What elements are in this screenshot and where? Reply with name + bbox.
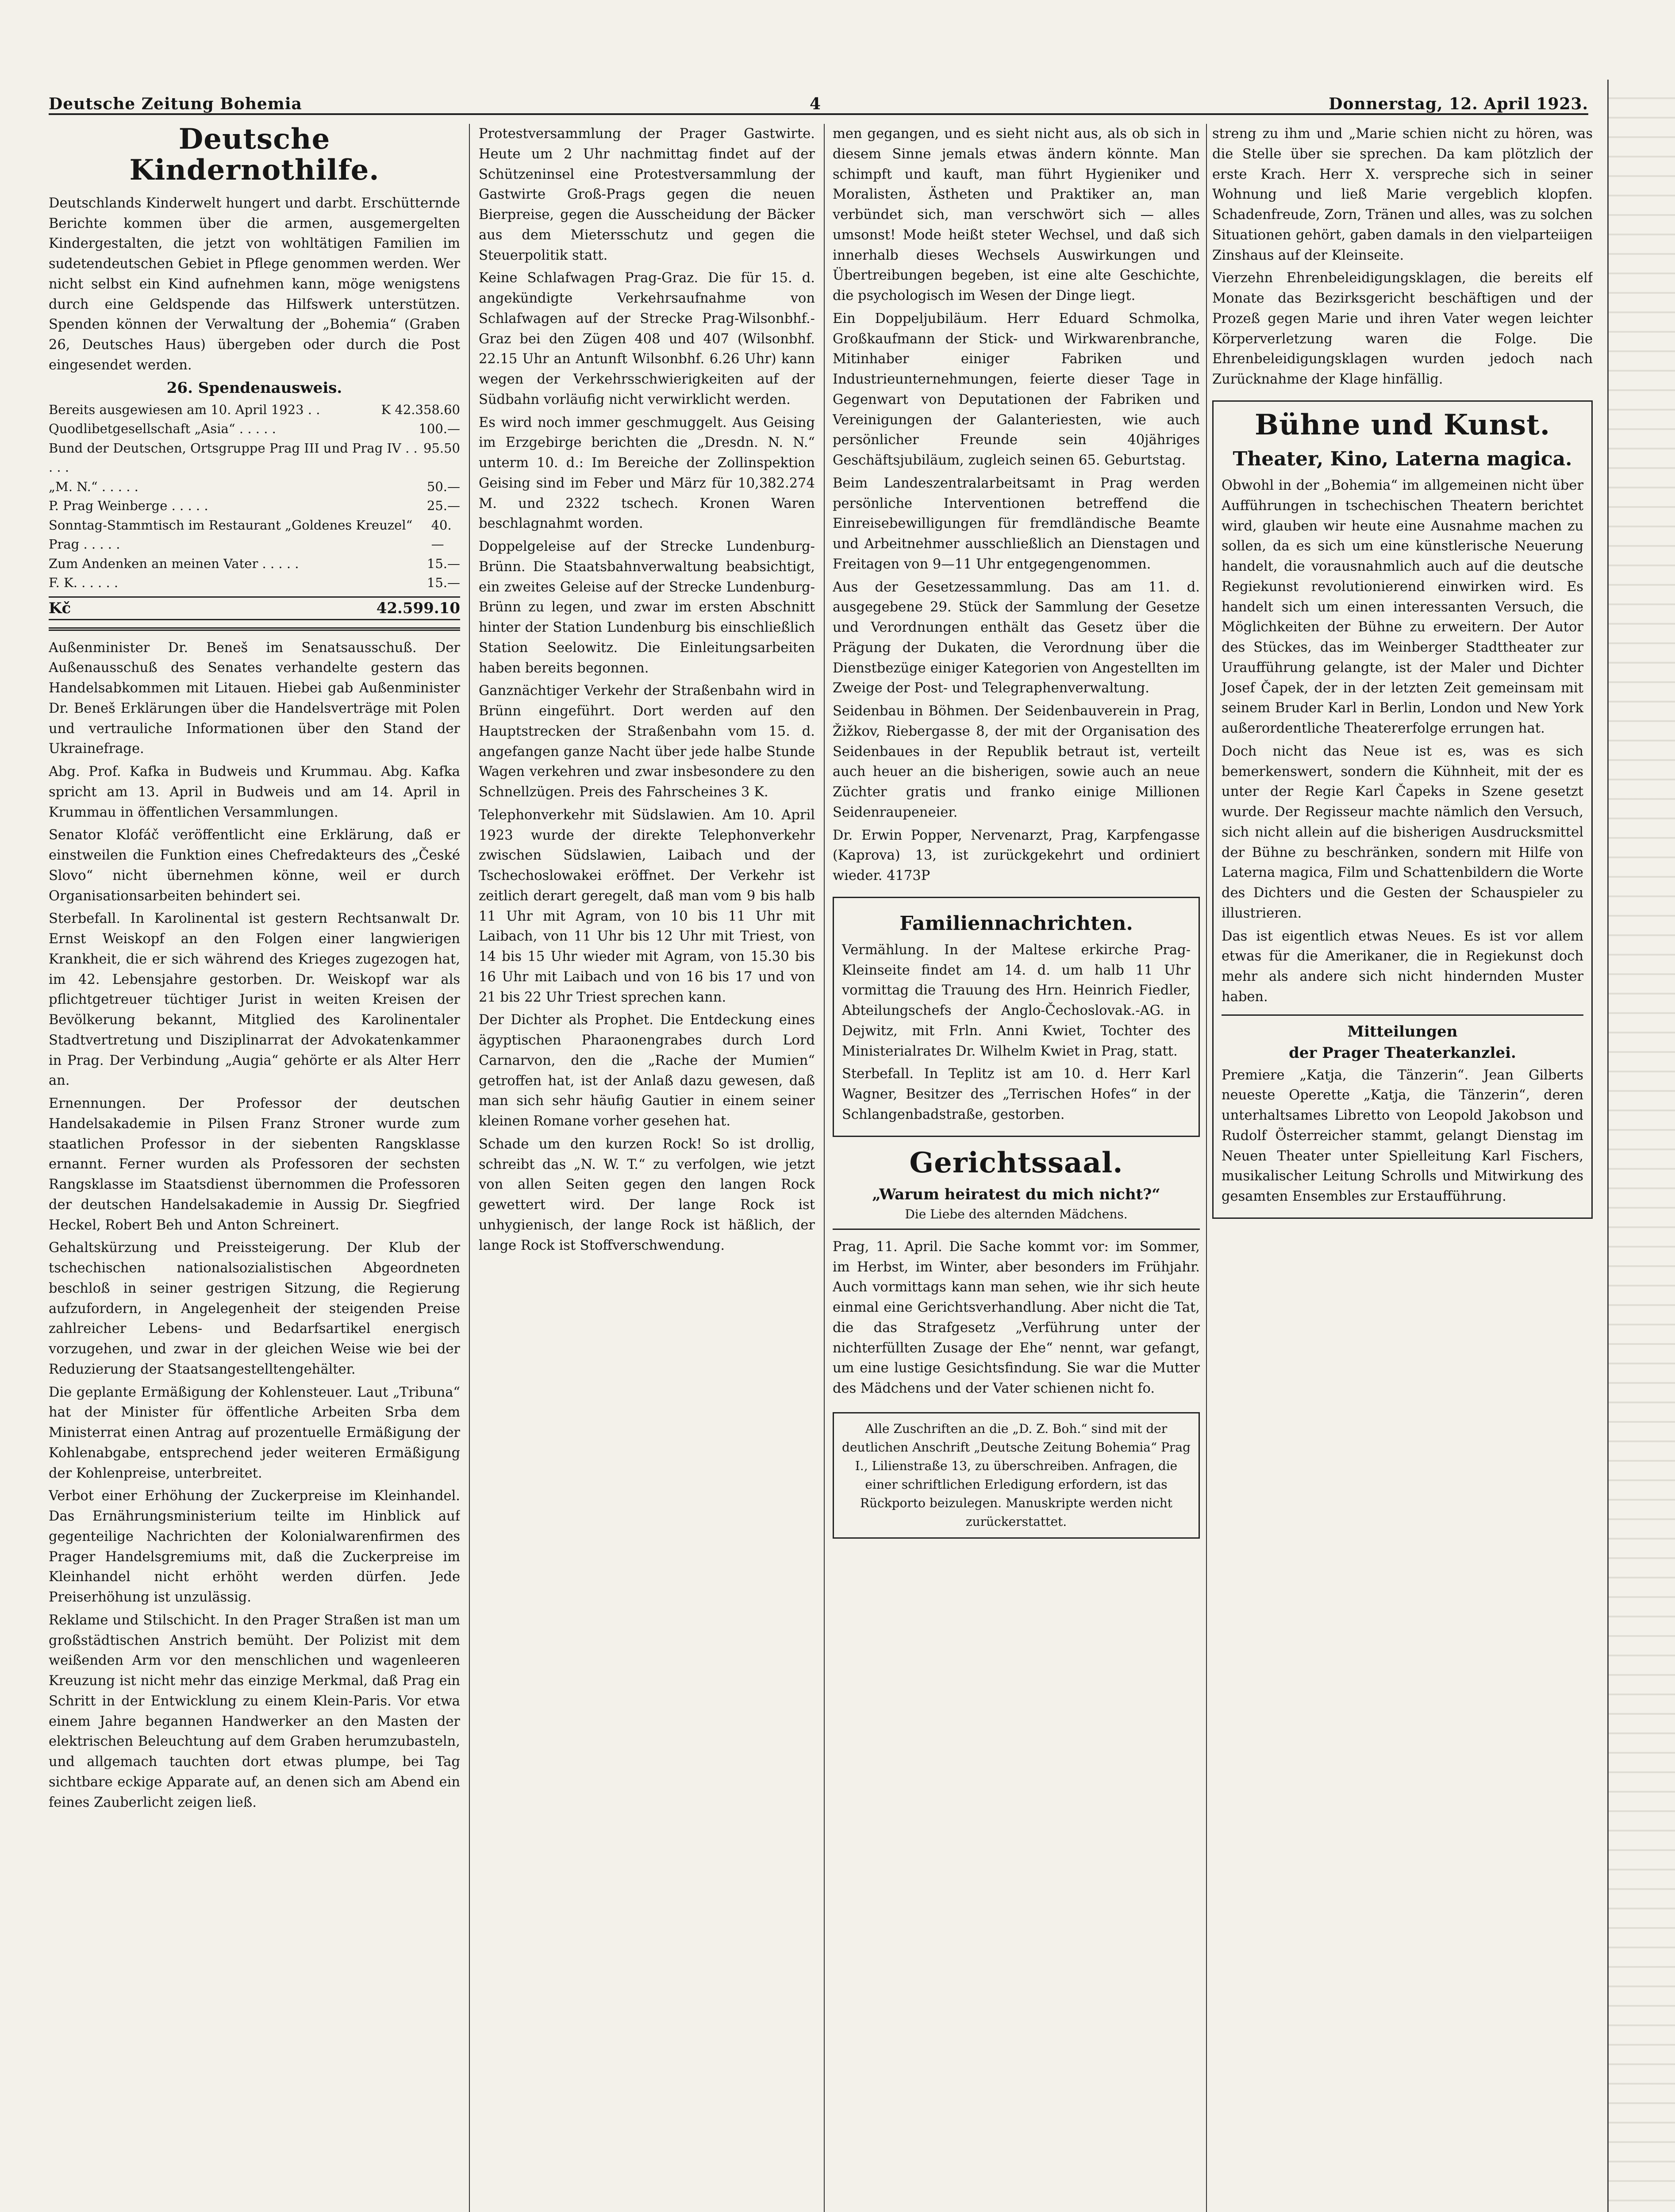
section-subtitle: Theater, Kino, Laterna magica. [1233,448,1572,471]
section-title: Bühne und Kunst. [1255,408,1550,442]
column-rule [824,124,825,2212]
list-item: „M. N.“ . . . . . 50.— [49,479,460,494]
adjacent-page-edge [1607,80,1675,2212]
news-item: Protestversammlung der Prager Gastwirte. Heute um 2 Uhr nachmittag findet auf der Schützeninsel eine Protestversammlung der Gastwirte Groß-Prags gegen die neuen Bierpreise, gegen die Ausscheidung der Bäcker aus dem Mietersschutz und gegen die Steuerpolitik statt. [479,126,815,263]
news-item: Es wird noch immer geschmuggelt. Aus Geising im Erzgebirge berichten die „Dresdn. N. N.“ unterm 10. d.: Im Bereiche der Zollinspektion Geising sind im Feber und März für 10,382.274 M. und 2322 tschech. Kronen Waren beschlagnahmt worden. [479,415,815,532]
news-item: Seidenbau in Böhmen. Der Seidenbauverein in Prag, Žižkov, Riebergasse 8, der mit der Organisation des Seidenbaues in der Republik betraut ist, verteilt auch heuer an die bisherigen, sowie auch an neue Züchter gratis und franko einige Millionen Seidenraupeneier. [833,703,1200,820]
donation-list [49,400,460,593]
list-item: P. Prag Weinberge . . . . . 25.— [49,498,460,514]
news-item: Aus der Gesetzessammlung. Das am 11. d. ausgegebene 29. Stück der Sammlung der Gesetze und Verordnungen enthält das Gesetz über die Prägung der Dukaten, die Verordnung über die Dienstbezüge einiger Kategorien von Angestellten im Zweige der Post- und Telegraphenverwaltung. [833,579,1200,696]
news-item: Schade um den kurzen Rock! So ist drollig, schreibt das „N. W. T.“ zu verfolgen, wie jetzt von allen Seiten gegen den langen Rock gewettert wird. Der lange Rock ist unhygienisch, der lange Rock ist häßlich, der lange Rock ist Stoffverschwendung. [479,1136,815,1253]
header-masthead: Deutsche Zeitung Bohemia [49,95,302,113]
news-item: Keine Schlafwagen Prag-Graz. Die für 15. d. angekündigte Verkehrsaufnahme von Schlafwagen auf der Strecke Prag-Wilsonbhf.-Graz bei den Zügen 408 und 407 (Wilsonbhf. 22.15 Uhr an Antunft Wilsonbhf. 6.26 Uhr) kann wegen der Verkehrsschwierigkeiten auf der Südbahn vorläufig nicht verwirklicht werden. [479,270,815,407]
article-intro: Deutschlands Kinderwelt hungert und darbt. Erschütternde Berichte kommen über die armen, ausgemergelten Kindergestalten, die jetzt von wohltätigen Familien im sudetendeutschen Gebiet in Pflege genommen werden. Wer nicht selbst ein Kind aufnehmen kann, möge wenigstens durch eine Geldspende das Hilfswerk unterstützen. Spenden können der Verwaltung der „Bohemia“ (Graben 26, Deutsches Haus) übergeben oder durch die Post eingesendet werden. [49,195,460,373]
section-subtitle: der Prager Theaterkanzlei. [1289,1044,1516,1062]
article-subtitle: „Warum heiratest du mich nicht?“ [872,1185,1160,1203]
divider [49,627,460,631]
divider [1222,1014,1583,1016]
section-title: Familiennachrichten. [899,912,1133,935]
list-item: Bereits ausgewiesen am 10. April 1923 . . K 42.358.60 [49,402,460,417]
news-item: Doppelgeleise auf der Strecke Lundenburg-Brünn. Die Staatsbahnverwaltung beabsichtigt, ein zweites Geleise auf der Strecke Lundenburg-Brünn zu legen, und zwar im ersten Abschnitt hinter der Station Lundenburg bis einschließlich Station Seelowitz. Die Einleitungsarbeiten haben bereits begonnen. [479,539,815,676]
news-item: Obwohl in der „Bohemia“ im allgemeinen nicht über Aufführungen in tschechischen Theatern berichtet wird, glauben wir heute eine Ausnahme machen zu sollen, da es sich um eine künstlerische Neuerung handelt, die vorausnahmlich auch auf die deutsche Regiekunst revolutionierend einwirken wird. Es handelt sich um einen interessanten Versuch, die Möglichkeiten der Bühne zu erweitern. Der Autor des Stückes, das im Weinberger Stadttheater zur Uraufführung gelangte, ist der Maler und Dichter Josef Čapek, der in der letzten Zeit gemeinsam mit seinem Bruder Karl in Berlin, London und New York außerordentliche Theatererfolge errungen hat. [1222,478,1583,737]
news-item: streng zu ihm und „Marie schien nicht zu hören, was die Stelle über sie sprechen. Da kam plötzlich der erste Krach. Herr X. verspreche sich in seiner Wohnung und ließ Marie vergeblich klopfen. Schadenfreude, Zorn, Tränen und alles, was zu solchen Situationen gehört, gaben damals in den vielparteiigen Zinshaus auf der Kleinseite. [1212,126,1593,263]
list-item: Quodlibetgesellschaft „Asia“ . . . . . 100.— [49,421,460,437]
page-header [49,82,1588,115]
editorial-notice: Alle Zuschriften an die „D. Z. Boh.“ sind mit der deutlichen Anschrift „Deutsche Zeitung Bohemia“ Prag I., Lilienstraße 13, zu überschreiben. Anfragen, die einer schriftlichen Erledigung erfordern, ist das Rückporto beizulegen. Manuskripte werden nicht zurückerstattet. [833,1412,1200,1539]
column-2 [479,124,815,2212]
donation-list-title: 26. Spendenausweis. [166,379,342,397]
donation-total: Kč 42.599.10 [49,596,460,620]
news-item: Reklame und Stilschicht. In den Prager Straßen ist man um großstädtischen Anstrich bemüht. Der Polizist mit dem weißenden Arm vor den menschlichen und wagenleeren Kreuzung ist nicht mehr das einzige Merkmal, daß Prag ein Schritt in der Entwicklung zu einem Klein-Paris. Vor etwa einem Jahre begannen Handwerker an den Masten der elektrischen Beleuchtung auf dem Graben herumzubasteln, und allgemach tauchten dort etwas plumpe, bei Tag sichtbare eckige Apparate auf, an denen sich am Abend ein feines Zauberlicht zeigen ließ. [49,1612,460,1810]
list-item: Zum Andenken an meinen Vater . . . . . 15.— [49,556,460,571]
family-news-box [833,897,1200,1137]
news-item: Vermählung. In der Maltese erkirche Prag-Kleinseite findet am 14. d. um halb 11 Uhr vormittag die Trauung des Hrn. Heinrich Fiedler, Abteilungschefs der Anglo-Čechoslovak.-AG. in Dejwitz, mit Frln. Anni Kwiet, Tochter des Ministerialrates Dr. Wilhelm Kwiet in Prag, statt. [842,942,1191,1059]
news-item: Ernennungen. Der Professor der deutschen Handelsakademie in Pilsen Franz Stroner wurde zum staatlichen Professor in der siebenten Rangsklasse ernannt. Ferner wurden als Professoren der sechsten Rangsklasse im Staatsdienst übernommen die Professoren der deutschen Handelsakademie in Aussig Dr. Siegfried Heckel, Robert Beh und Anton Schreinert. [49,1096,460,1233]
column-4 [1212,124,1593,2212]
news-item: Abg. Prof. Kafka in Budweis und Krummau. Abg. Kafka spricht am 13. April in Budweis und am 14. April in Krummau in öffentlichen Versammlungen. [49,764,460,820]
news-item: Die geplante Ermäßigung der Kohlensteuer. Laut „Tribuna“ hat der Minister für öffentliche Arbeiten Srba dem Ministerrat einen Antrag auf prozentuelle Ermäßigung der Kohlenabgabe, entsprechend jeder weiteren Ermäßigung der Kohlenpreise, unterbreitet. [49,1384,460,1481]
list-item: Sonntag-Stammtisch im Restaurant „Goldenes Kreuzel“ Prag . . . . . 40.— [49,517,452,552]
news-item: Ein Doppeljubiläum. Herr Eduard Schmolka, Großkaufmann der Stick- und Wirkwarenbranche, Mitinhaber einiger Fabriken und Industrieunternehmungen, feierte dieser Tage in Gegenwart von Deputationen der Fabriken und Vereinigungen der Galanteriesten, wie auch persönlicher Freunde sein 40jähriges Geschäftsjubiläum, zugleich seinen 65. Geburtstag. [833,311,1200,468]
news-item: Verbot einer Erhöhung der Zuckerpreise im Kleinhandel. Das Ernährungsministerium teilte im Hinblick auf gegenteilige Nachrichten der Kolonialwarenfirmen des Prager Handelsgremiums mit, daß die Zuckerpreise im Kleinhandel nicht erhöht werden dürfen. Jede Preiserhöhung ist unzulässig. [49,1488,460,1605]
news-item: Der Dichter als Prophet. Die Entdeckung eines ägyptischen Pharaonengrabes durch Lord Carnarvon, den die „Rache der Mumien“ getroffen hat, ist der Anlaß dazu gewesen, daß man sich sehr häufig Gautier in einem seiner kleinen Romane vorher gesehen hat. [479,1012,815,1129]
news-item: Das ist eigentlich etwas Neues. Es ist vor allem etwas für die Amerikaner, die in Regiekunst doch mehr als andere sich nicht hindernden Muster haben. [1222,928,1583,1005]
news-item: Premiere „Katja, die Tänzerin“. Jean Gilberts neueste Operette „Katja, die Tänzerin“, deren unterhaltsames Libretto von Leopold Jakobson und Rudolf Österreicher stammt, gelangt Dienstag im Neuen Theater unter Spielleitung Karl Fischers, musikalischer Leitung Schrolls und Mitwirkung des gesamten Ensembles zur Erstaufführung. [1222,1067,1583,1205]
news-item: Ganznächtiger Verkehr der Straßenbahn wird in Brünn eingeführt. Dort werden auf den Hauptstrecken der Straßenbahn vom 15. d. angefangen ganze Nacht über jede halbe Stunde Wagen verkehren und zwar insbesondere zu den Schnellzügen. Preis des Fahrscheines 3 K. [479,683,815,800]
news-item: men gegangen, und es sieht nicht aus, als ob sich in diesem Sinne jemals etwas ändern könnte. Man schimpft und kauft, man führt Hygieniker und Moralisten, Ästheten und Praktiker an, man verbündet sich, man verschwört sich — alles umsonst! Mode heißt steter Wechsel, und daß sich innerhalb dieses Wechsels Auswirkungen und Übertreibungen begeben, ist eine alte Geschichte, die psychologisch im Wesen der Dinge liegt. [833,126,1200,303]
column-rule [469,124,470,2212]
column-rule [1206,124,1207,2212]
article-subtitle: Die Liebe des alternden Mädchens. [905,1206,1128,1221]
news-item: Senator Klofáč veröffentlicht eine Erklärung, daß er einstweilen die Funktion eines Chefredakteurs des „České Slovo“ nicht übernehmen könne, weil er durch Organisationsarbeiten behindert sei. [49,827,460,904]
news-item: Beim Landeszentralarbeitsamt in Prag werden persönliche Interventionen betreffend die Einreisebewilligungen für fremdländische Beamte und Arbeitnehmer ausschließlich an Dienstagen und Freitagen von 9—11 Uhr entgegengenommen. [833,475,1200,572]
divider [833,1229,1200,1230]
news-item: Außenminister Dr. Beneš im Senatsausschuß. Der Außenausschuß des Senates verhandelte gestern das Handelsabkommen mit Litauen. Hiebei gab Außenminister Dr. Beneš Erklärungen über die Handelsverträge mit Polen und vertrauliche Informationen über den Stand der Ukrainefrage. [49,640,460,757]
section-title: Gerichtssaal. [909,1146,1123,1179]
header-date: Donnerstag, 12. April 1923. [1329,95,1588,113]
list-item: Bund der Deutschen, Ortsgruppe Prag III und Prag IV . . . . . 95.50 [49,440,460,475]
header-page-number: 4 [810,95,822,113]
news-item: Telephonverkehr mit Südslawien. Am 10. April 1923 wurde der direkte Telephonverkehr zwischen Südslawien, Laibach und der Tschechoslowakei eröffnet. Der Verkehr ist zeitlich derart geregelt, daß man vom 9 bis halb 11 Uhr mit Agram, von 10 bis 11 Uhr mit Laibach, von 11 Uhr bis 12 Uhr mit Triest, von 14 bis 15 Uhr wieder mit Agram, von 15.30 bis 16 Uhr mit Laibach und von 16 bis 17 und von 21 bis 22 Uhr Triest sprechen kann. [479,807,815,1005]
adjacent-page-text [1609,80,1675,2212]
news-item: Doch nicht das Neue ist es, was es sich bemerkenswert, sondern die Kühnheit, mit der es unter der Regie Karl Čapeks in Szene gesetzt wurde. Der Regisseur machte nämlich den Versuch, sich nicht allein auf die bisherigen Ausdrucksmittel der Bühne zu beschränken, sondern mit Hilfe von Laterna magica, Film und Schattenbildern die Worte des Dichters und die Gesten der Schauspieler zu illustrieren. [1222,743,1583,921]
news-item: Gehaltskürzung und Preissteigerung. Der Klub der tschechischen nationalsozialistischen Abgeordneten beschloß in seiner gestrigen Sitzung, die Regierung aufzufordern, in Angelegenheit der steigenden Preise zahlreicher Lebens- und Bedarfsartikel energisch vorzugehen, und zwar in der gleichen Weise wie bei der Reduzierung der Staatsangestelltengehälter. [49,1240,460,1377]
court-report: Prag, 11. April. Die Sache kommt vor: im Sommer, im Herbst, im Winter, aber besonders im Frühjahr. Auch vormittags kann man sehen, wie ihr sich heute einmal eine Gerichtsverhandlung. Aber nicht die Tat, die das Strafgesetz „Verführung unter der nichterfüllten Zusage der Ehe“ nennt, war gefangt, um eine lustige Gesichtsfindung. Sie war die Mutter des Mädchens und der Vater schienen nicht fo. [833,1239,1200,1397]
news-item: Sterbefall. In Karolinental ist gestern Rechtsanwalt Dr. Ernst Weiskopf an den Folgen einer langwierigen Krankheit, die er sich während des Krieges zugezogen hat, im 42. Lebensjahre gestorben. Dr. Weiskopf war als pflichtgetreuer tüchtiger Jurist in weiten Kreisen der Bevölkerung bekannt, Mitglied des Karolinentaler Stadtvertretung und Disziplinarrat der Advokatenkammer in Prag. Der Verbindung „Augia“ gehörte er als Alter Herr an. [49,911,460,1089]
news-item: Sterbefall. In Teplitz ist am 10. d. Herr Karl Wagner, Besitzer des „Terrischen Hofes“ in der Schlangenbadstraße, gestorben. [842,1066,1191,1122]
list-item: F. K. . . . . . 15.— [49,575,460,591]
column-3 [833,124,1200,2212]
news-item: Vierzehn Ehrenbeleidigungsklagen, die bereits elf Monate das Bezirksgericht beschäftigen und der Prozeß gegen Marie und ihren Vater wegen leichter Körperverletzung waren die Folge. Die Ehrenbeleidigungsklagen wurden jedoch nach Zurücknahme der Klage hinfällig. [1212,270,1593,387]
article-title: Deutsche Kindernothilfe. [129,124,380,187]
doctor-notice: Dr. Erwin Popper, Nervenarzt, Prag, Karpfengasse (Kaprova) 13, ist zurückgekehrt und ordiniert wieder. 4173P [833,827,1200,883]
section-title: Mitteilungen [1347,1022,1458,1041]
column-1 [49,124,460,2212]
theater-section [1212,400,1593,1219]
